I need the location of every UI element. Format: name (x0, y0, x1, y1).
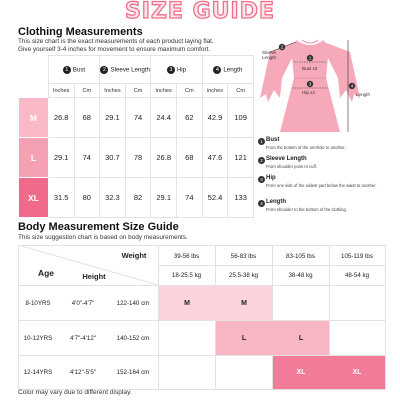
diagram-hip-label: Hip x2 (302, 90, 316, 95)
column-label: Sleeve Length (110, 66, 151, 74)
marker-2-label: 2 (280, 44, 284, 50)
table-cell: 31.5 (48, 178, 74, 218)
table-cell: 133 (228, 178, 254, 218)
unit-cell: Inches (48, 84, 74, 98)
unit-cell: Cm (228, 84, 254, 98)
clothing-note-line1: This size chart is the exact measurements of each product laying flat. (18, 38, 214, 45)
dress-illustration (256, 28, 364, 138)
body-size-table (18, 245, 386, 390)
marker-4-label: 4 (350, 83, 354, 89)
size-label: M (184, 299, 190, 307)
clothing-note-line2: Give yourself 3-4 inches for movement to ensure maximum comfort. (18, 46, 211, 53)
size-label: L (241, 334, 247, 342)
legend-4-icon: 4 (258, 200, 265, 207)
size-label: L (298, 334, 304, 342)
age-header: Age (37, 268, 55, 278)
legend-title: Bust (266, 137, 280, 143)
unit-cell: Cm (74, 84, 100, 98)
size-label-l: L (19, 138, 49, 178)
height-cm-cell: 140-152 cm (116, 334, 150, 342)
column-header-bust (48, 56, 99, 84)
legend-3-icon: 3 (258, 176, 265, 183)
table-cell: 109 (228, 98, 254, 138)
column-label: Length (223, 66, 243, 74)
height-cm-cell: 152-164 cm (116, 369, 150, 376)
age-cell: 8-10YRS (25, 299, 51, 307)
diagram-bust-label: Bust x2 (302, 66, 318, 71)
clothing-units-row (19, 84, 254, 98)
diagram-sleeve-label: Sleeve Length (262, 50, 277, 60)
body-guide-heading: Body Measurement Size Guide (18, 221, 179, 233)
height-inch-cell: 4'0"-4'7" (71, 299, 95, 307)
neckline (302, 40, 318, 43)
measure-3-icon: 3 (167, 66, 175, 74)
legend-title: Hip (266, 175, 276, 181)
size-band-m (159, 286, 272, 320)
unit-cell: Inches (100, 84, 126, 98)
weight-kg-cell: 25.5-38 kg (228, 271, 259, 279)
legend-2-icon: 2 (258, 157, 265, 164)
weight-lbs-cell: 105-119 lbs (341, 252, 373, 260)
measure-2-icon: 2 (100, 66, 108, 74)
unit-cell: inches (151, 84, 177, 98)
unit-cell: inches (202, 84, 228, 98)
table-cell: 68 (177, 138, 203, 178)
height-header: Height (82, 271, 106, 281)
table-cell: 62 (177, 98, 203, 138)
size-band-xl (273, 356, 385, 389)
table-cell: 121 (228, 138, 254, 178)
table-row (19, 98, 254, 138)
clothing-heading: Clothing Measurements (18, 26, 143, 38)
column-label: Hip (176, 66, 187, 74)
height-cm-cell: 122-140 cm (116, 299, 150, 307)
table-cell: 74 (125, 98, 151, 138)
table-cell: 82 (125, 178, 151, 218)
weight-lbs-cell: 83-105 lbs (286, 252, 315, 260)
column-header-hip (151, 56, 202, 84)
measure-1-icon: 1 (63, 66, 71, 74)
size-label-m: M (19, 98, 49, 138)
size-label-xl: XL (19, 178, 49, 218)
weight-header: Weight (121, 250, 147, 260)
marker-1-label: 1 (308, 55, 312, 61)
marker-3-label: 3 (308, 81, 312, 87)
color-disclaimer: Color may vary due to different display. (18, 389, 132, 396)
table-cell: 42.9 (202, 98, 228, 138)
unit-cell: Cm (177, 84, 203, 98)
age-cell: 12-14YRS (23, 369, 53, 376)
table-cell: 29.1 (48, 138, 74, 178)
table-cell: 68 (74, 98, 100, 138)
legend-desc: From shoulder point to cuff. (266, 164, 317, 169)
diagram-length-label: Length (356, 92, 371, 97)
grid-line (385, 245, 386, 390)
clothing-measurement-table (18, 55, 254, 218)
clothing-header-row (19, 56, 254, 84)
table-cell: 32.3 (100, 178, 126, 218)
table-cell: 78 (125, 138, 151, 178)
height-inch-cell: 4'7"-4'12" (69, 334, 97, 342)
column-label: Bust (72, 66, 86, 74)
size-label: XL (352, 369, 362, 376)
weight-lbs-cell: 39-56 lbs (173, 252, 200, 260)
table-row (19, 138, 254, 178)
height-inch-cell: 4'12"-5'5" (69, 369, 97, 376)
legend-desc: From one side of the widest part below the waist to another. (266, 183, 377, 188)
unit-cell: Cm (125, 84, 151, 98)
table-cell: 26.8 (48, 98, 74, 138)
table-cell: 29.1 (100, 98, 126, 138)
table-cell: 24.4 (151, 98, 177, 138)
table-cell: 74 (177, 178, 203, 218)
table-cell: 29.1 (151, 178, 177, 218)
legend-1-icon: 1 (258, 138, 265, 145)
column-header-length (202, 56, 253, 84)
legend-desc: From the bottom of the armhole to another. (266, 145, 346, 150)
table-cell: 52.4 (202, 178, 228, 218)
size-label: M (241, 299, 247, 307)
weight-kg-cell: 48-54 kg (344, 271, 370, 279)
weight-kg-cell: 18-25.5 kg (171, 271, 202, 279)
weight-kg-cell: 38-48 kg (288, 271, 313, 279)
legend-title: Length (266, 199, 286, 205)
table-cell: 47.6 (202, 138, 228, 178)
body-guide-note: This size suggestion chart is based on body measurements. (18, 234, 188, 241)
table-cell: 30.7 (100, 138, 126, 178)
size-band-l (216, 321, 329, 355)
legend-desc: From shoulder to the bottom of the clothing. (266, 207, 348, 212)
table-row (19, 178, 254, 218)
page-title: SIZE GUIDE (124, 0, 276, 24)
table-cell: 74 (74, 138, 100, 178)
table-cell: 26.8 (151, 138, 177, 178)
legend-title: Sleeve Length (266, 156, 307, 162)
column-header-sleeve (100, 56, 151, 84)
table-cell: 80 (74, 178, 100, 218)
measure-4-icon: 4 (213, 66, 221, 74)
weight-lbs-cell: 56-83 lbs (230, 252, 257, 260)
size-label: XL (296, 369, 306, 376)
age-cell: 10-12YRS (23, 334, 53, 342)
